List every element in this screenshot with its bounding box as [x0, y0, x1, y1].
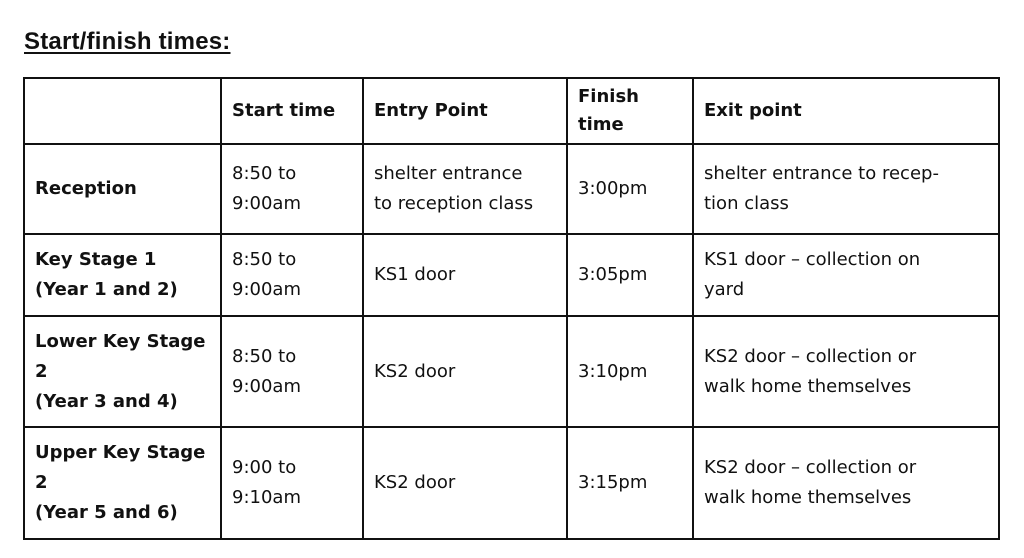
header-finish-line: Finish [578, 86, 639, 107]
exit-point-line: shelter entrance to recep- [704, 163, 939, 184]
entry-point-line: to reception class [374, 193, 534, 214]
finish-time-cell: 3:15pm [567, 427, 693, 539]
page-heading: Start/finish times: [24, 28, 231, 55]
exit-point-line: walk home themselves [704, 487, 912, 508]
start-time-line: 8:50 to [232, 249, 297, 270]
table-row [24, 427, 999, 539]
finish-time-cell: 3:05pm [567, 234, 693, 316]
start-time-cell [221, 316, 363, 427]
entry-point-line: shelter entrance [374, 163, 523, 184]
row-label-cell [24, 234, 221, 316]
table-row [24, 234, 999, 316]
table-row [24, 316, 999, 427]
finish-time-cell: 3:10pm [567, 316, 693, 427]
header-exit-point: Exit point [693, 78, 999, 144]
row-label-cell [24, 316, 221, 427]
header-finish-line: time [578, 114, 624, 135]
entry-point-cell [363, 427, 567, 539]
entry-point-line: KS2 door [374, 472, 456, 493]
start-time-cell [221, 427, 363, 539]
header-cell-empty [24, 78, 221, 144]
times-table [23, 77, 1000, 540]
exit-point-line: tion class [704, 193, 789, 214]
start-time-line: 9:00 to [232, 457, 297, 478]
row-label-line: (Year 3 and 4) [35, 390, 178, 412]
exit-point-line: KS2 door – collection or [704, 457, 917, 478]
entry-point-line: KS2 door [374, 360, 456, 382]
entry-point-cell [363, 234, 567, 316]
exit-point-cell [693, 316, 999, 427]
entry-point-line: KS1 door [374, 264, 456, 285]
exit-point-line: yard [704, 279, 745, 300]
start-time-line: 9:00am [232, 279, 301, 300]
start-time-line: 8:50 to [232, 345, 297, 367]
row-label-cell [24, 144, 221, 234]
exit-point-cell [693, 427, 999, 539]
start-time-line: 8:50 to [232, 163, 297, 184]
row-label-line: Reception [35, 178, 137, 199]
exit-point-cell [693, 234, 999, 316]
table-row [24, 144, 999, 234]
table-header-row [24, 78, 999, 144]
start-time-line: 9:00am [232, 375, 301, 397]
exit-point-cell [693, 144, 999, 234]
row-label-cell [24, 427, 221, 539]
entry-point-cell [363, 144, 567, 234]
exit-point-line: KS2 door – collection or [704, 345, 917, 367]
row-label-line: 2 [35, 472, 48, 493]
exit-point-line: walk home themselves [704, 375, 912, 397]
row-label-line: Lower Key Stage [35, 330, 206, 352]
header-entry-point: Entry Point [363, 78, 567, 144]
header-finish-time [567, 78, 693, 144]
row-label-line: (Year 5 and 6) [35, 502, 178, 523]
row-label-line: (Year 1 and 2) [35, 279, 178, 300]
row-label-line: Key Stage 1 [35, 249, 157, 270]
row-label-line: Upper Key Stage [35, 442, 206, 463]
start-time-cell [221, 144, 363, 234]
entry-point-cell [363, 316, 567, 427]
finish-time-cell: 3:00pm [567, 144, 693, 234]
start-time-line: 9:10am [232, 487, 301, 508]
start-time-cell [221, 234, 363, 316]
header-start-time: Start time [221, 78, 363, 144]
start-time-line: 9:00am [232, 193, 301, 214]
row-label-line: 2 [35, 360, 48, 382]
exit-point-line: KS1 door – collection on [704, 249, 921, 270]
